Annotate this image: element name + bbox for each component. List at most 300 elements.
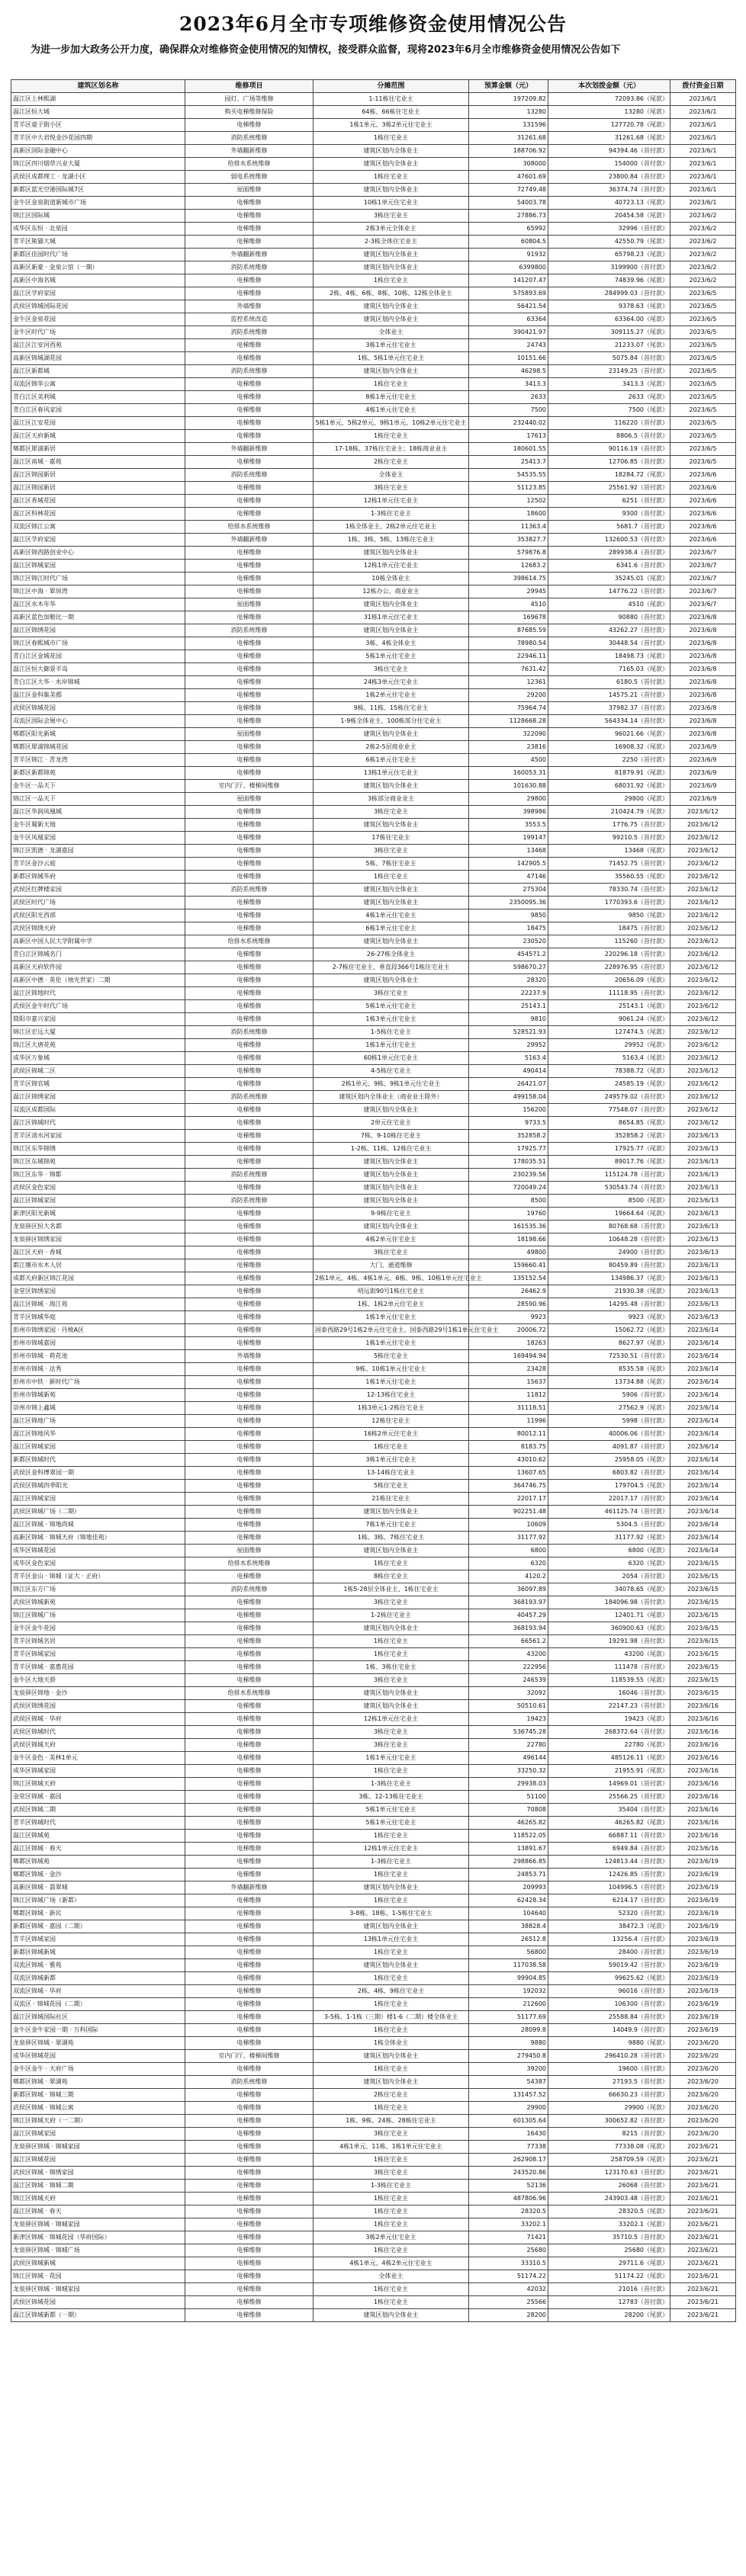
table-row [11,1830,736,1843]
cell-share-scope: 大门、通道维修 [314,1259,469,1272]
cell-allocation: 10648.28（首付款） [548,1233,670,1246]
cell-repair-item: 电梯维修 [185,2128,314,2141]
cell-community: 青羊区锦城家园 [11,1933,185,1946]
cell-share-scope: 1栋1单元住宅业主 [314,1311,469,1324]
cell-community: 温江区锦城 · 海江苑 [11,1298,185,1311]
table-row [11,858,736,871]
cell-budget: 199147 [469,832,548,845]
cell-budget: 26512.8 [469,1933,548,1946]
cell-allocation: 29952（尾款） [548,1039,670,1052]
cell-community: 双流区锦江公寓 [11,521,185,534]
cell-allocation: 77548.07（首付款） [548,1104,670,1117]
cell-repair-item: 电梯维修 [185,702,314,715]
cell-repair-item: 电梯维修 [185,2257,314,2270]
table-row [11,352,736,365]
cell-budget: 99904.85 [469,1972,548,1985]
table-row [11,197,736,210]
cell-share-scope: 建筑区划内全体业主 [314,261,469,274]
cell-share-scope: 1栋住宅业主 [314,1557,469,1570]
cell-budget: 12683.2 [469,560,548,573]
cell-date: 2023/6/14 [670,1532,736,1545]
cell-date: 2023/6/15 [670,1596,736,1609]
cell-share-scope: 12栋1单元住宅业主 [314,495,469,508]
cell-allocation: 27193.5（首付款） [548,2076,670,2089]
cell-date: 2023/6/15 [670,1674,736,1687]
cell-date: 2023/6/15 [670,1570,736,1583]
cell-allocation: 154000（首付款） [548,158,670,171]
cell-share-scope: 建筑区划内全体业主 [314,884,469,897]
cell-budget: 25566 [469,2296,548,2309]
cell-date: 2023/6/9 [670,793,736,806]
cell-allocation: 8500（尾款） [548,1195,670,1208]
cell-allocation: 289938.4（首付款） [548,547,670,560]
table-row [11,1635,736,1648]
table-row [11,1350,736,1363]
cell-budget: 12502 [469,495,548,508]
cell-share-scope: 10栋1单元住宅业主 [314,197,469,210]
cell-budget: 80012.11 [469,1428,548,1441]
table-row [11,909,736,922]
table-row [11,1881,736,1894]
cell-repair-item: 电梯维修 [185,1065,314,1078]
cell-share-scope: 3栋住宅业主 [314,1726,469,1739]
cell-community: 武侯区成都理工 · 龙湖小区 [11,171,185,184]
cell-repair-item: 电梯维修 [185,1661,314,1674]
cell-date: 2023/6/13 [670,1156,736,1169]
cell-allocation: 13256.4（首付款） [548,1933,670,1946]
cell-repair-item: 电梯维修 [185,1843,314,1856]
table-row [11,2283,736,2296]
cell-budget: 192032 [469,1985,548,1998]
cell-budget: 390421.97 [469,326,548,339]
table-row [11,1156,736,1169]
cell-allocation: 25680（尾款） [548,2244,670,2257]
cell-community: 新都区锦城 · 嘉园（二期） [11,1920,185,1933]
cell-share-scope: 9-9栋住宅业主 [314,1208,469,1221]
table-row [11,1946,736,1959]
cell-budget: 29800 [469,793,548,806]
cell-share-scope: 3栋住宅业主 [314,482,469,495]
cell-share-scope: 3-5栋、1-1栋（三期）楼1-6（二期）楼全体业主 [314,2011,469,2024]
cell-date: 2023/6/20 [670,2102,736,2115]
cell-share-scope: 1-9栋全体业主、100栋部分住宅业主 [314,715,469,728]
cell-budget: 77338 [469,2141,548,2154]
table-row [11,1246,736,1259]
cell-share-scope: 13-14栋住宅业主 [314,1467,469,1480]
cell-budget: 352858.2 [469,1130,548,1143]
cell-repair-item: 电梯维修 [185,2283,314,2296]
cell-community: 双流区锦华公寓 [11,378,185,391]
cell-repair-item: 电梯维修 [185,1363,314,1376]
cell-date: 2023/6/13 [670,1259,736,1272]
cell-repair-item: 电梯维修 [185,1156,314,1169]
cell-budget: 31177.92 [469,1532,548,1545]
cell-allocation: 81879.91（尾款） [548,767,670,780]
table-row [11,624,736,637]
cell-budget: 11363.4 [469,521,548,534]
cell-budget: 22946.11 [469,650,548,663]
cell-share-scope: 1栋住宅业主 [314,1441,469,1454]
cell-date: 2023/6/13 [670,1182,736,1195]
table-row [11,560,736,573]
cell-community: 温江区江安花园 [11,417,185,430]
cell-budget: 91932 [469,249,548,261]
cell-allocation: 6949.84（首付款） [548,1843,670,1856]
table-row [11,145,736,158]
cell-allocation: 6180.5（首付款） [548,676,670,689]
cell-budget: 169494.94 [469,1350,548,1363]
cell-repair-item: 外墙维修 [185,300,314,313]
cell-repair-item: 电梯维修 [185,1985,314,1998]
cell-community: 高新区锦城 · 翡翠城 [11,1881,185,1894]
table-row [11,547,736,560]
table-row [11,1272,736,1285]
cell-date: 2023/6/8 [670,663,736,676]
cell-allocation: 36374.74（首付款） [548,184,670,197]
cell-share-scope: 1栋、9栋、24栋、28栋住宅业主 [314,2115,469,2128]
cell-budget: 25143.1 [469,1000,548,1013]
cell-share-scope: 1栋1单元住宅业主 [314,1337,469,1350]
table-row [11,469,736,482]
cell-allocation: 9880（尾款） [548,2037,670,2050]
cell-share-scope: 1栋住宅业主 [314,1998,469,2011]
table-row [11,1609,736,1622]
cell-budget: 142905.5 [469,858,548,871]
cell-budget: 11996 [469,1415,548,1428]
table-row [11,93,736,106]
cell-repair-item: 电梯维修 [185,819,314,832]
cell-community: 郫都区锦城 · 新民 [11,1907,185,1920]
cell-repair-item: 消防系统维修 [185,1026,314,1039]
cell-date: 2023/6/13 [670,1221,736,1233]
cell-date: 2023/6/19 [670,1907,736,1920]
cell-share-scope: 1栋住宅业主 [314,871,469,884]
cell-allocation: 29900（尾款） [548,2102,670,2115]
cell-repair-item: 电梯维修 [185,2141,314,2154]
cell-allocation: 564334.14（首付款） [548,715,670,728]
table-row [11,728,736,741]
cell-repair-item: 电梯维修 [185,1894,314,1907]
table-row [11,1026,736,1039]
page-title: 2023年6月全市专项维修资金使用情况公告 [179,13,567,35]
cell-allocation: 24900（首付款） [548,1246,670,1259]
table-row [11,1052,736,1065]
table-row [11,2011,736,2024]
cell-budget: 29900 [469,2102,548,2115]
cell-date: 2023/6/5 [670,443,736,456]
cell-share-scope: 1-5栋住宅业主 [314,1026,469,1039]
cell-budget: 141207.47 [469,274,548,287]
cell-community: 温江区恒大城 [11,106,185,119]
cell-repair-item: 电梯维修 [185,404,314,417]
cell-allocation: 14969.01（首付款） [548,1778,670,1791]
cell-community: 温江区香城花园 [11,495,185,508]
cell-repair-item: 电梯维修 [185,1182,314,1195]
cell-date: 2023/6/14 [670,1545,736,1557]
table-row [11,715,736,728]
cell-date: 2023/6/12 [670,871,736,884]
cell-community: 武侯区锦城 · 华府 [11,1713,185,1726]
table-row [11,378,736,391]
cell-allocation: 19600（首付款） [548,2063,670,2076]
cell-repair-item: 电梯维修 [185,585,314,598]
cell-repair-item: 电梯维修 [185,1221,314,1233]
cell-community: 锦江区四川烟草兴业大厦 [11,158,185,171]
table-row [11,2244,736,2257]
table-header-row [11,80,736,93]
cell-date: 2023/6/12 [670,1026,736,1039]
table-row [11,2037,736,2050]
cell-allocation: 25561.92（首付款） [548,482,670,495]
cell-allocation: 43262.27（首付款） [548,624,670,637]
cell-date: 2023/6/19 [670,1972,736,1985]
cell-allocation: 8215（首付款） [548,2128,670,2141]
cell-community: 温江区锦城家园 [11,1493,185,1506]
cell-repair-item: 给排水系统维修 [185,1687,314,1700]
cell-date: 2023/6/20 [670,2115,736,2128]
cell-date: 2023/6/13 [670,1272,736,1285]
cell-allocation: 184096.98（首付款） [548,1596,670,1609]
cell-community: 锦江区锦城天府（一二期） [11,2115,185,2128]
table-row [11,521,736,534]
cell-community: 龙泉驿区恒大名都 [11,1221,185,1233]
table-row [11,1869,736,1881]
cell-budget: 13280 [469,106,548,119]
cell-share-scope: 建筑区划内全体业主 [314,2309,469,2322]
cell-date: 2023/6/15 [670,1635,736,1648]
cell-allocation: 14575.21（首付款） [548,689,670,702]
table-row [11,313,736,326]
cell-allocation: 35560.55（尾款） [548,871,670,884]
cell-repair-item: 电梯维修 [185,2063,314,2076]
cell-community: 武侯区锦城广场（二期） [11,1506,185,1519]
cell-budget: 51174.22 [469,2270,548,2283]
header-allocation: 本次划拨金额（元） [548,80,670,93]
table-row [11,1532,736,1545]
table-row [11,1493,736,1506]
table-row [11,1013,736,1026]
cell-allocation: 16046（首付款） [548,1687,670,1700]
cell-budget: 5163.4 [469,1052,548,1065]
cell-repair-item: 电梯维修 [185,1143,314,1156]
cell-repair-item: 电梯维修 [185,274,314,287]
cell-share-scope: 12栋1单元住宅业主 [314,1713,469,1726]
cell-date: 2023/6/13 [670,1143,736,1156]
cell-repair-item: 电梯维修 [185,754,314,767]
cell-share-scope: 2-7栋住宅业主、垂直段366号1栋住宅业主 [314,961,469,974]
cell-allocation: 18498.73（尾款） [548,650,670,663]
table-row [11,987,736,1000]
cell-date: 2023/6/19 [670,2011,736,2024]
cell-community: 温江区锦城 · 锦地尚城 [11,1519,185,1532]
table-row [11,1687,736,1700]
table-row [11,2141,736,2154]
cell-allocation: 14049.9（首付款） [548,2024,670,2037]
cell-repair-item: 给排水系统维修 [185,1557,314,1570]
cell-share-scope: 1栋住宅业主 [314,2205,469,2218]
cell-repair-item: 电梯维修 [185,1817,314,1830]
cell-community: 龙泉驿区锦城 · 锦城家园 [11,2141,185,2154]
cell-community: 温江区锦城苑 [11,1830,185,1843]
cell-date: 2023/6/8 [670,676,736,689]
cell-repair-item: 消防系统维修 [185,884,314,897]
cell-budget: 160053.31 [469,767,548,780]
table-row [11,1752,736,1765]
cell-community: 温江区南城 · 嘉苑 [11,456,185,469]
cell-allocation: 19423（尾款） [548,1713,670,1726]
cell-share-scope: 3栋住宅业主 [314,1739,469,1752]
table-row [11,443,736,456]
table-row [11,585,736,598]
cell-allocation: 59019.42（首付款） [548,1959,670,1972]
cell-community: 温江区锦园新居 [11,482,185,495]
cell-share-scope: 21栋住宅业主 [314,1493,469,1506]
cell-share-scope: 3栋、4栋全体业主 [314,637,469,650]
table-row [11,1117,736,1130]
cell-repair-item: 电梯维修 [185,689,314,702]
cell-allocation: 360900.63（尾款） [548,1622,670,1635]
cell-community: 高新区新豪 · 金泉公馆（一期） [11,261,185,274]
cell-community: 郫都区犀浦新居 [11,443,185,456]
cell-budget: 6320 [469,1557,548,1570]
table-row [11,1091,736,1104]
cell-community: 金牛区大地天骄 [11,1674,185,1687]
cell-budget: 9880 [469,2037,548,2050]
cell-allocation: 8654.85（尾款） [548,1117,670,1130]
cell-budget: 62428.34 [469,1894,548,1907]
cell-budget: 180601.55 [469,443,548,456]
cell-repair-item: 电梯维修 [185,1765,314,1778]
cell-date: 2023/6/8 [670,728,736,741]
cell-share-scope: 5栋1单元、5栋2单元、9栋1单元、10栋2单元住宅业主 [314,417,469,430]
cell-budget: 579876.8 [469,547,548,560]
cell-date: 2023/6/1 [670,145,736,158]
cell-allocation: 106300（首付款） [548,1998,670,2011]
cell-repair-item: 电梯维修 [185,1778,314,1791]
cell-repair-item: 屋面维修 [185,598,314,611]
cell-repair-item: 消防系统维修 [185,365,314,378]
cell-budget: 32092 [469,1687,548,1700]
header-date: 拨付资金日期 [670,80,736,93]
cell-date: 2023/6/13 [670,1233,736,1246]
cell-repair-item: 外墙维修 [185,1350,314,1363]
cell-date: 2023/6/2 [670,261,736,274]
cell-allocation: 23800.84（首付款） [548,171,670,184]
cell-date: 2023/6/21 [670,2231,736,2244]
cell-repair-item: 电梯维修 [185,1609,314,1622]
table-row [11,2063,736,2076]
cell-repair-item: 电梯维修 [185,1324,314,1337]
table-row [11,1259,736,1272]
cell-community: 郫都区锦城 · 翠湖苑 [11,2076,185,2089]
cell-budget: 31261.68 [469,132,548,145]
cell-date: 2023/6/15 [670,1583,736,1596]
cell-budget: 13468 [469,845,548,858]
cell-community: 金牛区金牛花园 [11,1622,185,1635]
cell-date: 2023/6/16 [670,1726,736,1739]
cell-allocation: 33202.1（尾款） [548,2218,670,2231]
cell-budget: 20006.72 [469,1324,548,1337]
table-row [11,1065,736,1078]
cell-budget: 33310.5 [469,2257,548,2270]
cell-repair-item: 电梯维修 [185,741,314,754]
cell-date: 2023/6/19 [670,2024,736,2037]
cell-date: 2023/6/8 [670,715,736,728]
cell-repair-item: 电梯维修 [185,1739,314,1752]
cell-date: 2023/6/5 [670,339,736,352]
cell-community: 锦江区锦城 · 花园 [11,2270,185,2283]
cell-repair-item: 消防系统维修 [185,1195,314,1208]
cell-date: 2023/6/5 [670,326,736,339]
cell-date: 2023/6/12 [670,1039,736,1052]
cell-budget: 39200 [469,2063,548,2076]
cell-community: 武侯区锦城 · 锦城公寓 [11,2102,185,2115]
cell-community: 武侯区锦绣天府 [11,922,185,935]
table-row [11,1376,736,1389]
table-row [11,1570,736,1583]
cell-repair-item: 电梯维修 [185,1648,314,1661]
cell-share-scope: 1栋住宅业主 [314,2102,469,2115]
table-row [11,780,736,793]
cell-allocation: 243903.48（首付款） [548,2193,670,2205]
cell-share-scope: 1栋住宅业主 [314,1635,469,1648]
cell-community: 郫都区锦城 · 金沙 [11,1869,185,1881]
cell-budget: 24853.71 [469,1869,548,1881]
cell-repair-item: 电梯维修 [185,430,314,443]
cell-budget: 169678 [469,611,548,624]
cell-allocation: 28200（尾款） [548,2309,670,2322]
cell-share-scope: 4栋1单元、11栋、1栋1单元住宅业主 [314,2141,469,2154]
cell-allocation: 22147.23（首付款） [548,1700,670,1713]
cell-allocation: 5681.7（首付款） [548,521,670,534]
cell-share-scope: 建筑区划内全体业主 [314,624,469,637]
cell-share-scope: 3-8栋、18栋、1-5栋住宅业主 [314,1907,469,1920]
cell-share-scope: 3栋1单元住宅业主 [314,1454,469,1467]
table-row [11,1920,736,1933]
cell-allocation: 7165.03（尾款） [548,663,670,676]
table-row [11,1506,736,1519]
table-row [11,417,736,430]
cell-share-scope: 2栋1单元、9栋、9栋1单元住宅业主 [314,1078,469,1091]
cell-community: 武侯区锦城时代 [11,1726,185,1739]
cell-community: 温江区江安河西苑 [11,339,185,352]
cell-date: 2023/6/13 [670,1285,736,1298]
cell-date: 2023/6/12 [670,961,736,974]
cell-community: 武侯区锦城花园 [11,702,185,715]
cell-date: 2023/6/12 [670,1078,736,1091]
cell-allocation: 5075.84（首付款） [548,352,670,365]
table-row [11,598,736,611]
cell-repair-item: 给排水系统维修 [185,521,314,534]
cell-repair-item: 电梯维修 [185,236,314,249]
table-row [11,1389,736,1402]
cell-share-scope: 3栋住宅业主 [314,210,469,223]
table-row [11,391,736,404]
cell-share-scope: 建筑区划内全体业主 [314,1881,469,1894]
cell-community: 金牛区凤凰家园 [11,832,185,845]
cell-community: 高新区蓝色加勒比一期 [11,611,185,624]
cell-share-scope: 建筑区划内全体业主 [314,1687,469,1700]
table-row [11,1804,736,1817]
cell-date: 2023/6/19 [670,1856,736,1869]
cell-repair-item: 消防系统维修 [185,469,314,482]
cell-repair-item: 电梯维修 [185,1907,314,1920]
cell-allocation: 31177.92（尾款） [548,1532,670,1545]
cell-share-scope: 3栋住宅业主 [314,2167,469,2180]
cell-share-scope: 建筑区划内全体业主 [314,935,469,948]
cell-date: 2023/6/20 [670,2076,736,2089]
cell-date: 2023/6/1 [670,171,736,184]
